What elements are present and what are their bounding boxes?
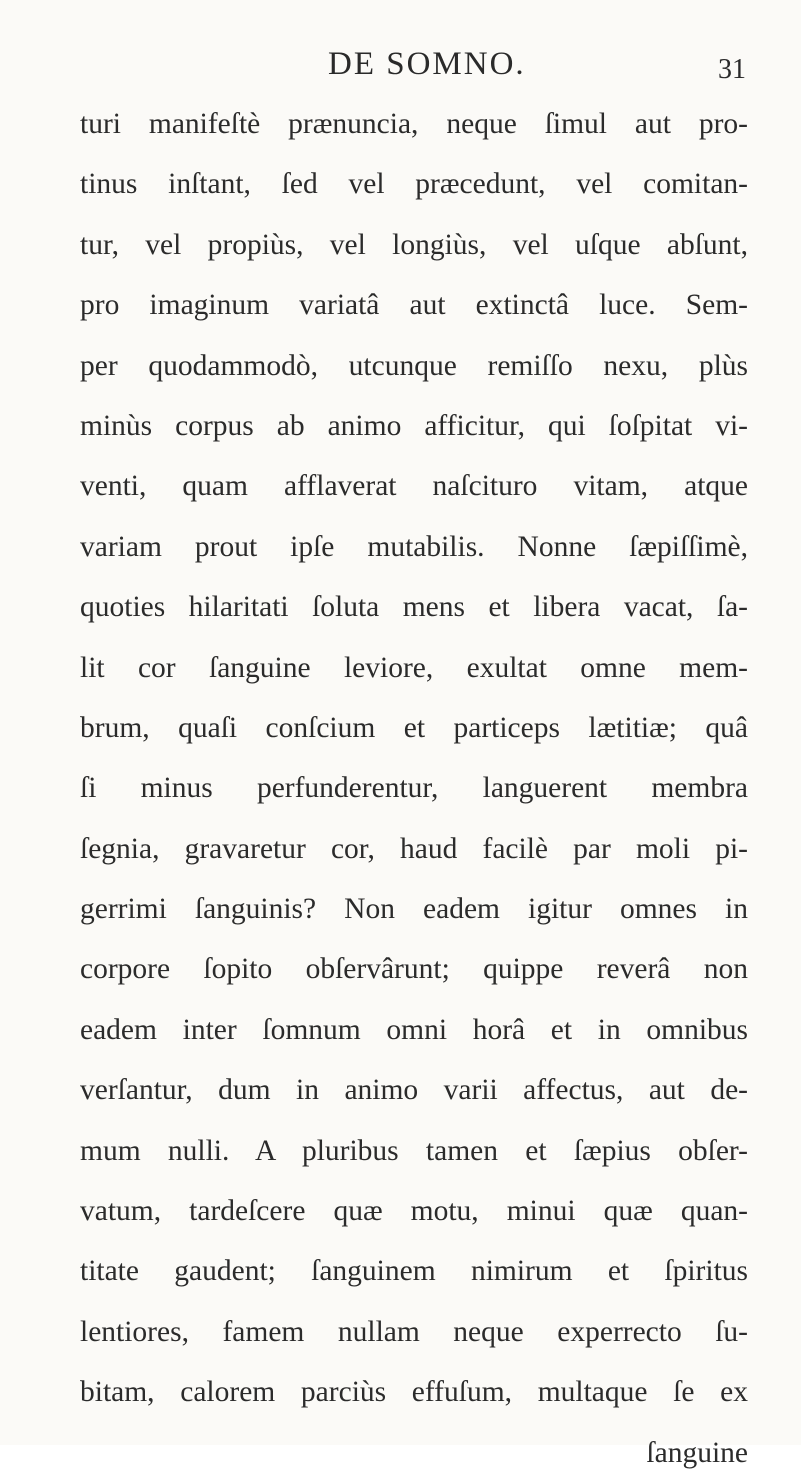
text-line: lentiores, famem nullam neque experrecto ſu- [80, 1315, 748, 1348]
text-line: gerrimi ſanguinis? Non eadem igitur omnes in [80, 893, 748, 926]
text-line: quoties hilaritati ſoluta mens et libera vacat, ſa- [80, 591, 748, 624]
body-text [80, 94, 748, 1483]
text-line: verſantur, dum in animo varii affectus, aut de- [80, 1074, 748, 1107]
text-line: ſegnia, gravaretur cor, haud facilè par moli pi- [80, 832, 748, 865]
text-line: mum nulli. A pluribus tamen et ſæpius obſer- [80, 1134, 748, 1167]
text-line: bitam, calorem parciùs effuſum, multaque ſe ex [80, 1376, 748, 1409]
text-line: vatum, tardeſcere quæ motu, minui quæ quan- [80, 1195, 748, 1228]
page-number: 31 [718, 54, 746, 85]
text-line: ſi minus perfunderentur, languerent membra [80, 772, 748, 805]
text-line: tinus inſtant, ſed vel præcedunt, vel comitan- [80, 168, 748, 201]
text-line: titate gaudent; ſanguinem nimirum et ſpiritus [80, 1255, 748, 1288]
text-line: per quodammodò, utcunque remiſſo nexu, plùs [80, 349, 748, 382]
running-title: DE SOMNO. [328, 46, 526, 82]
running-head [0, 46, 801, 96]
text-line: minùs corpus ab animo afficitur, qui ſoſpitat vi- [80, 409, 748, 442]
text-line: tur, vel propiùs, vel longiùs, vel uſque abſunt, [80, 228, 748, 261]
catchword: ſanguine [646, 1436, 748, 1469]
text-line: eadem inter ſomnum omni horâ et in omnibus [80, 1013, 748, 1046]
text-line: variam prout ipſe mutabilis. Nonne ſæpiſſimè, [80, 530, 748, 563]
text-line: corpore ſopito obſervârunt; quippe reverâ non [80, 953, 748, 986]
text-line: lit cor ſanguine leviore, exultat omne mem- [80, 651, 748, 684]
text-line: pro imaginum variatâ aut extinctâ luce. Sem- [80, 289, 748, 322]
text-line: venti, quam afflaverat naſcituro vitam, atque [80, 470, 748, 503]
text-line: turi manifeſtè prænuncia, neque ſimul aut pro- [80, 108, 748, 140]
text-line: brum, quaſi conſcium et particeps lætitiæ; quâ [80, 711, 748, 744]
